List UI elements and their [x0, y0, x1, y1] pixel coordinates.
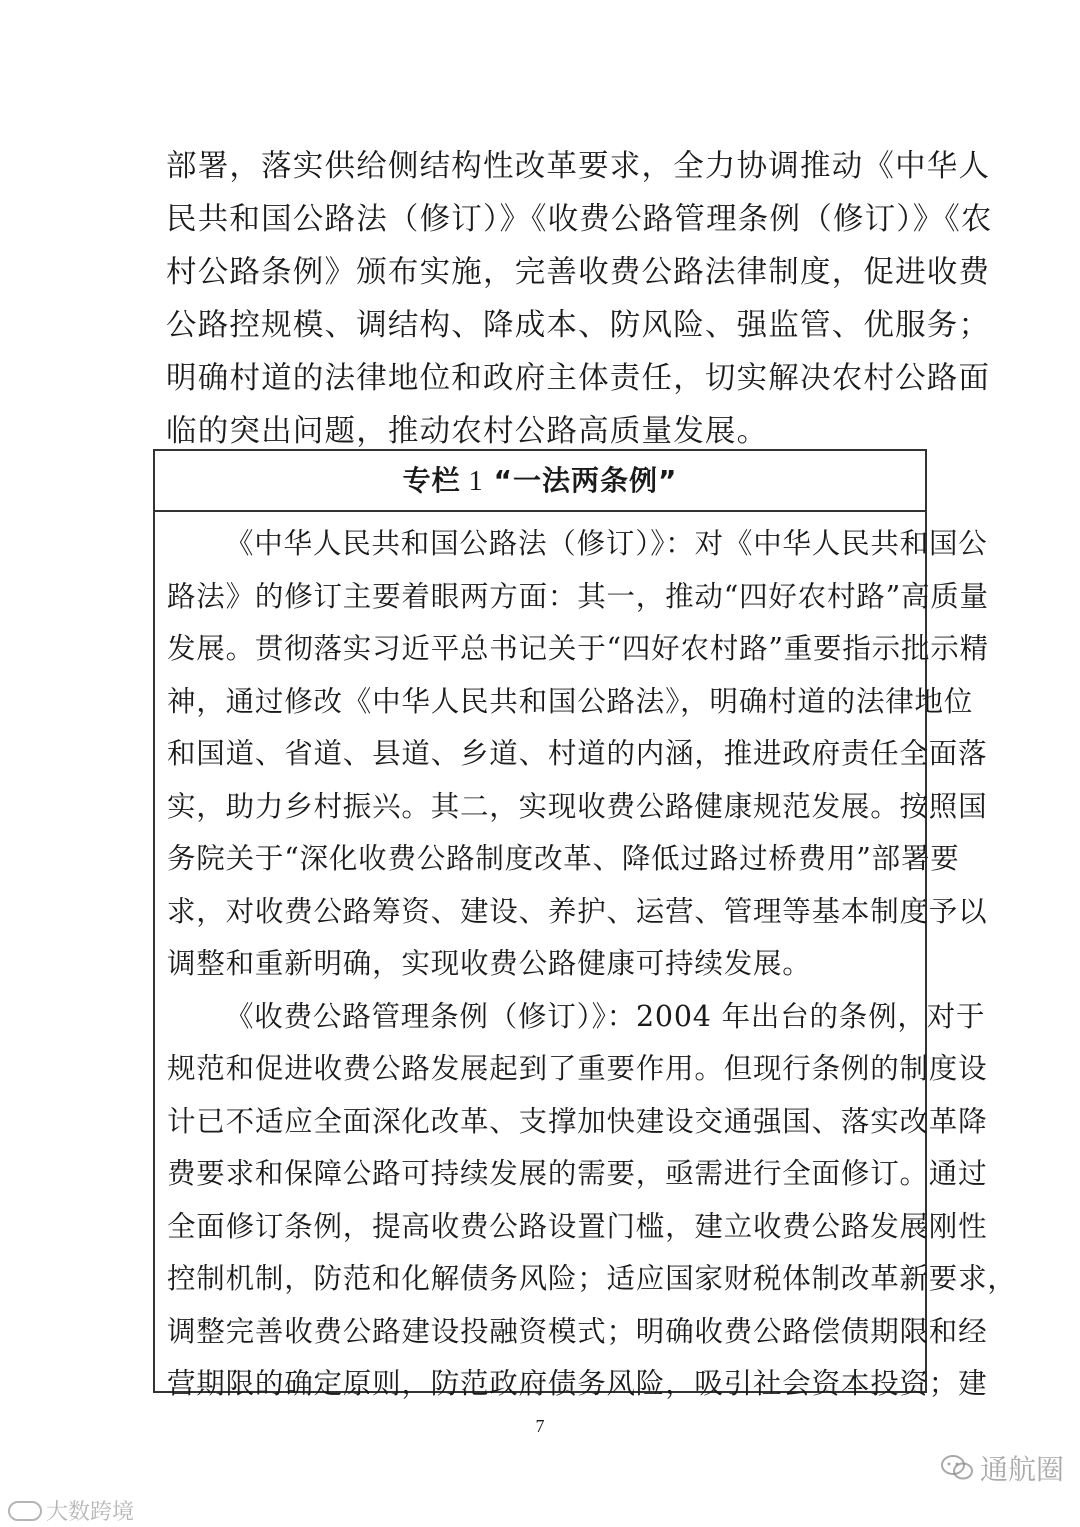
intro-line: 村公路条例》颁布实施，完善收费公路法律制度，促进收费	[166, 255, 991, 290]
watermark-left	[8, 1495, 134, 1526]
paragraph-line: 费要求和保障公路可持续发展的需要，亟需进行全面修订。通过	[167, 1157, 988, 1190]
intro-line: 明确村道的法律地位和政府主体责任，切实解决农村公路面	[166, 361, 991, 396]
watermark-right	[940, 1448, 1064, 1488]
paragraph-line: 营期限的确定原则，防范政府债务风险，吸引社会资本投资；建	[167, 1367, 988, 1400]
paragraph-line: 实，助力乡村振兴。其二，实现收费公路健康规范发展。按照国	[167, 789, 988, 823]
paragraph-line: 控制机制，防范和化解债务风险；适应国家财税体制改革新要求，	[167, 1262, 1017, 1295]
column-title-prefix: 专栏	[402, 464, 461, 497]
paragraph-line: 调整和重新明确，实现收费公路健康可持续发展。	[167, 947, 812, 980]
intro-line: 部署，落实供给侧结构性改革要求，全力协调推动《中华人	[166, 149, 991, 184]
paragraph-line: 调整完善收费公路建设投融资模式；明确收费公路偿债期限和经	[167, 1314, 988, 1348]
column-box-body	[155, 512, 1017, 1411]
intro-line: 民共和国公路法（修订）》《收费公路管理条例（修订）》《农	[166, 202, 993, 237]
paragraph-line: 路法》的修订主要着眼两方面：其一，推动“四好农村路”高质量	[167, 579, 989, 613]
brand-logo-icon	[8, 1501, 42, 1521]
intro-line: 公路控规模、调结构、降成本、防风险、强监管、优服务；	[166, 308, 991, 343]
paragraph-line: 全面修订条例，提高收费公路设置门槛，建立收费公路发展刚性	[167, 1209, 988, 1243]
intro-paragraph	[166, 140, 993, 458]
paragraph-line: 计已不适应全面深化改革、支撑加快建设交通强国、落实改革降	[167, 1104, 988, 1138]
paragraph-line: 神，通过修改《中华人民共和国公路法》，明确村道的法律地位	[167, 684, 974, 718]
toll-road-regulation-paragraph	[167, 991, 1017, 1411]
column-title-text: “一法两条例”	[493, 464, 678, 497]
page-number: 7	[535, 1416, 545, 1436]
column-box-title	[155, 451, 925, 512]
wechat-icon	[940, 1453, 974, 1483]
paragraph-line: 《收费公路管理条例（修订）》：2004 年出台的条例，对于	[225, 999, 986, 1033]
paragraph-line: 规范和促进收费公路发展起到了重要作用。但现行条例的制度设	[167, 1052, 988, 1085]
column-box	[153, 449, 1017, 1400]
paragraph-line: 《中华人民共和国公路法（修订）》：对《中华人民共和国公	[225, 527, 988, 560]
paragraph-line: 发展。贯彻落实习近平总书记关于“四好农村路”重要指示批示精	[167, 632, 989, 665]
watermark-left-text: 大数跨境	[46, 1500, 135, 1525]
highway-law-paragraph	[167, 518, 989, 991]
paragraph-line: 务院关于“深化收费公路制度改革、降低过路过桥费用”部署要	[167, 842, 960, 875]
intro-line: 临的突出问题，推动农村公路高质量发展。	[166, 414, 769, 449]
watermark-right-text: 通航圈	[980, 1453, 1065, 1486]
paragraph-line: 求，对收费公路筹资、建设、养护、运营、管理等基本制度予以	[167, 894, 988, 928]
paragraph-line: 和国道、省道、县道、乡道、村道的内涵，推进政府责任全面落	[167, 737, 988, 770]
column-title-number: 1	[468, 466, 484, 497]
